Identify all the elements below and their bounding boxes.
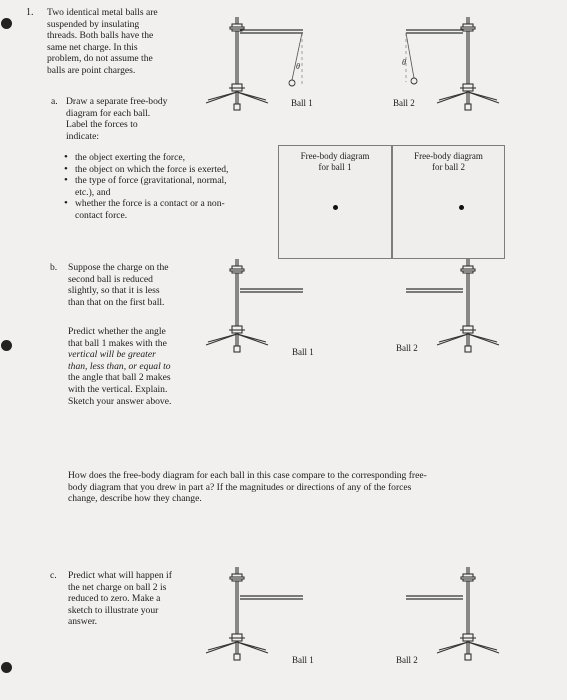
ball-1-label-c: Ball 1 (292, 655, 314, 665)
ball-2-label-a: Ball 2 (393, 98, 415, 108)
part-b-apparatus (206, 259, 499, 352)
part-b-prediction: Predict whether the angle that ball 1 makes with the vertical will be greater than, less than, or equal to the angle that ball 2 makes with the vertical. Explain. Sketch your answer above. (68, 326, 172, 407)
bullet-item: • the object on which the force is exerted, (64, 164, 228, 176)
ball-1-label-a: Ball 1 (291, 98, 313, 108)
part-c-letter: c. (50, 570, 57, 581)
part-b-letter: b. (50, 262, 58, 273)
problem-number: 1. (26, 7, 34, 18)
bullet-continuation: etc.), and (75, 186, 111, 198)
bullet-item: • the object exerting the force, (64, 152, 228, 164)
part-a-apparatus (206, 17, 499, 110)
part-a-letter: a. (51, 96, 58, 107)
fbd-ball-2-caption-line1: Free-body diagram (414, 151, 483, 161)
problem-intro: Two identical metal balls are suspended by insulating threads. Both balls have the same net charge. In this problem, do not assume the balls are point charges. (47, 7, 158, 76)
part-c-apparatus (206, 567, 499, 660)
part-a-instructions: Draw a separate free-body diagram for each ball. Label the forces to indicate: (66, 96, 168, 142)
part-b-question: How does the free-body diagram for each ball in this case compare to the corresponding free- body diagram that you drew in part a? If the magnitudes or directions of any of the forces change, describe how they change. (68, 470, 427, 505)
fbd-ball-2-caption-line2: for ball 2 (432, 161, 465, 172)
fbd-ball-1-caption-line1: Free-body diagram (300, 151, 370, 161)
bullet-item: • the type of force (gravitational, normal, (64, 175, 228, 187)
fbd-ball-1-caption-line2: for ball 1 (318, 161, 352, 172)
ball-1-label-b: Ball 1 (292, 347, 314, 357)
theta-label-ball-2: θ (402, 58, 406, 67)
ball-2-label-c: Ball 2 (396, 655, 418, 665)
part-c-instructions: Predict what will happen if the net charge on ball 2 is reduced to zero. Make a sketch to illustrate your answer. (68, 570, 172, 628)
bullet-continuation: contact force. (75, 209, 128, 221)
bullet-item: • whether the force is a contact or a non- (64, 198, 228, 210)
part-b-setup: Suppose the charge on the second ball is reduced slightly, so that it is less than that on the first ball. (68, 262, 169, 308)
ball-2-label-b: Ball 2 (396, 343, 418, 353)
theta-label-ball-1: θ (296, 62, 300, 71)
